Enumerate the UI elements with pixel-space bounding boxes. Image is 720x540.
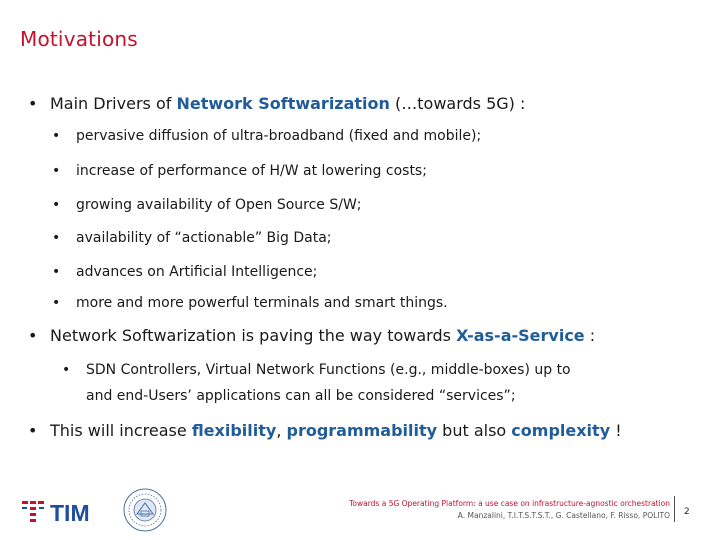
bullet-dot: • <box>52 264 61 280</box>
bullet-dot: • <box>52 230 61 246</box>
text-segment: (…towards 5G) : <box>389 94 526 113</box>
bullet-dot: • <box>52 128 61 144</box>
footer-citation <box>310 498 670 522</box>
text-segment: Network Softwarization is paving the way towards <box>50 326 457 345</box>
sub-bullet-text: pervasive diffusion of ultra-broadband (fixed and mobile); <box>76 128 482 144</box>
highlight-programmability: programmability <box>286 421 438 440</box>
bullet-dot: • <box>52 163 61 179</box>
seal-icon <box>122 487 168 533</box>
sub-bullet-text: advances on Artificial Intelligence; <box>76 264 318 280</box>
tim-logo <box>22 497 102 527</box>
sub-bullet-line: and end-Users’ applications can all be considered “services”; <box>86 388 516 404</box>
bullet-text <box>50 420 690 442</box>
sub-bullet-text: growing availability of Open Source S/W; <box>76 197 362 213</box>
footer-divider <box>674 496 675 522</box>
bullet-text <box>50 93 690 115</box>
highlight-network-softwarization: Network Softwarization <box>176 94 390 113</box>
text-segment: ! <box>610 421 622 440</box>
bullet-text <box>50 325 690 347</box>
page-number: 2 <box>684 507 690 517</box>
sub-bullet-text: more and more powerful terminals and smart things. <box>76 295 448 311</box>
text-segment: : <box>584 326 596 345</box>
sub-bullet-text: increase of performance of H/W at lowering costs; <box>76 163 427 179</box>
tim-logo-icon <box>22 497 102 523</box>
bullet-dot: • <box>62 362 71 378</box>
sub-bullet-text <box>86 360 571 406</box>
highlight-flexibility: flexibility <box>191 421 277 440</box>
text-segment: , <box>276 421 287 440</box>
text-segment: Main Drivers of <box>50 94 177 113</box>
footer-line-2: A. Manzalini, T.I.T.S.T.S.T., G. Castellano, F. Risso, POLITO <box>457 511 670 520</box>
highlight-x-as-a-service: X-as-a-Service <box>456 326 585 345</box>
bullet-dot: • <box>52 197 61 213</box>
sub-bullet-text: availability of “actionable” Big Data; <box>76 230 332 246</box>
sub-bullet-line: SDN Controllers, Virtual Network Functions (e.g., middle-boxes) up to <box>86 362 571 378</box>
bullet-dot: • <box>28 94 38 113</box>
bullet-dot: • <box>28 421 38 440</box>
bullet-dot: • <box>52 295 61 311</box>
university-seal <box>122 487 168 537</box>
text-segment: but also <box>437 421 512 440</box>
tim-logo-text: TIM <box>50 500 90 523</box>
text-segment: This will increase <box>50 421 192 440</box>
slide-title: Motivations <box>20 27 138 51</box>
bullet-dot: • <box>28 326 38 345</box>
footer-line-1: Towards a 5G Operating Platform: a use case on infrastructure-agnostic orchestration <box>349 499 670 508</box>
highlight-complexity: complexity <box>511 421 611 440</box>
